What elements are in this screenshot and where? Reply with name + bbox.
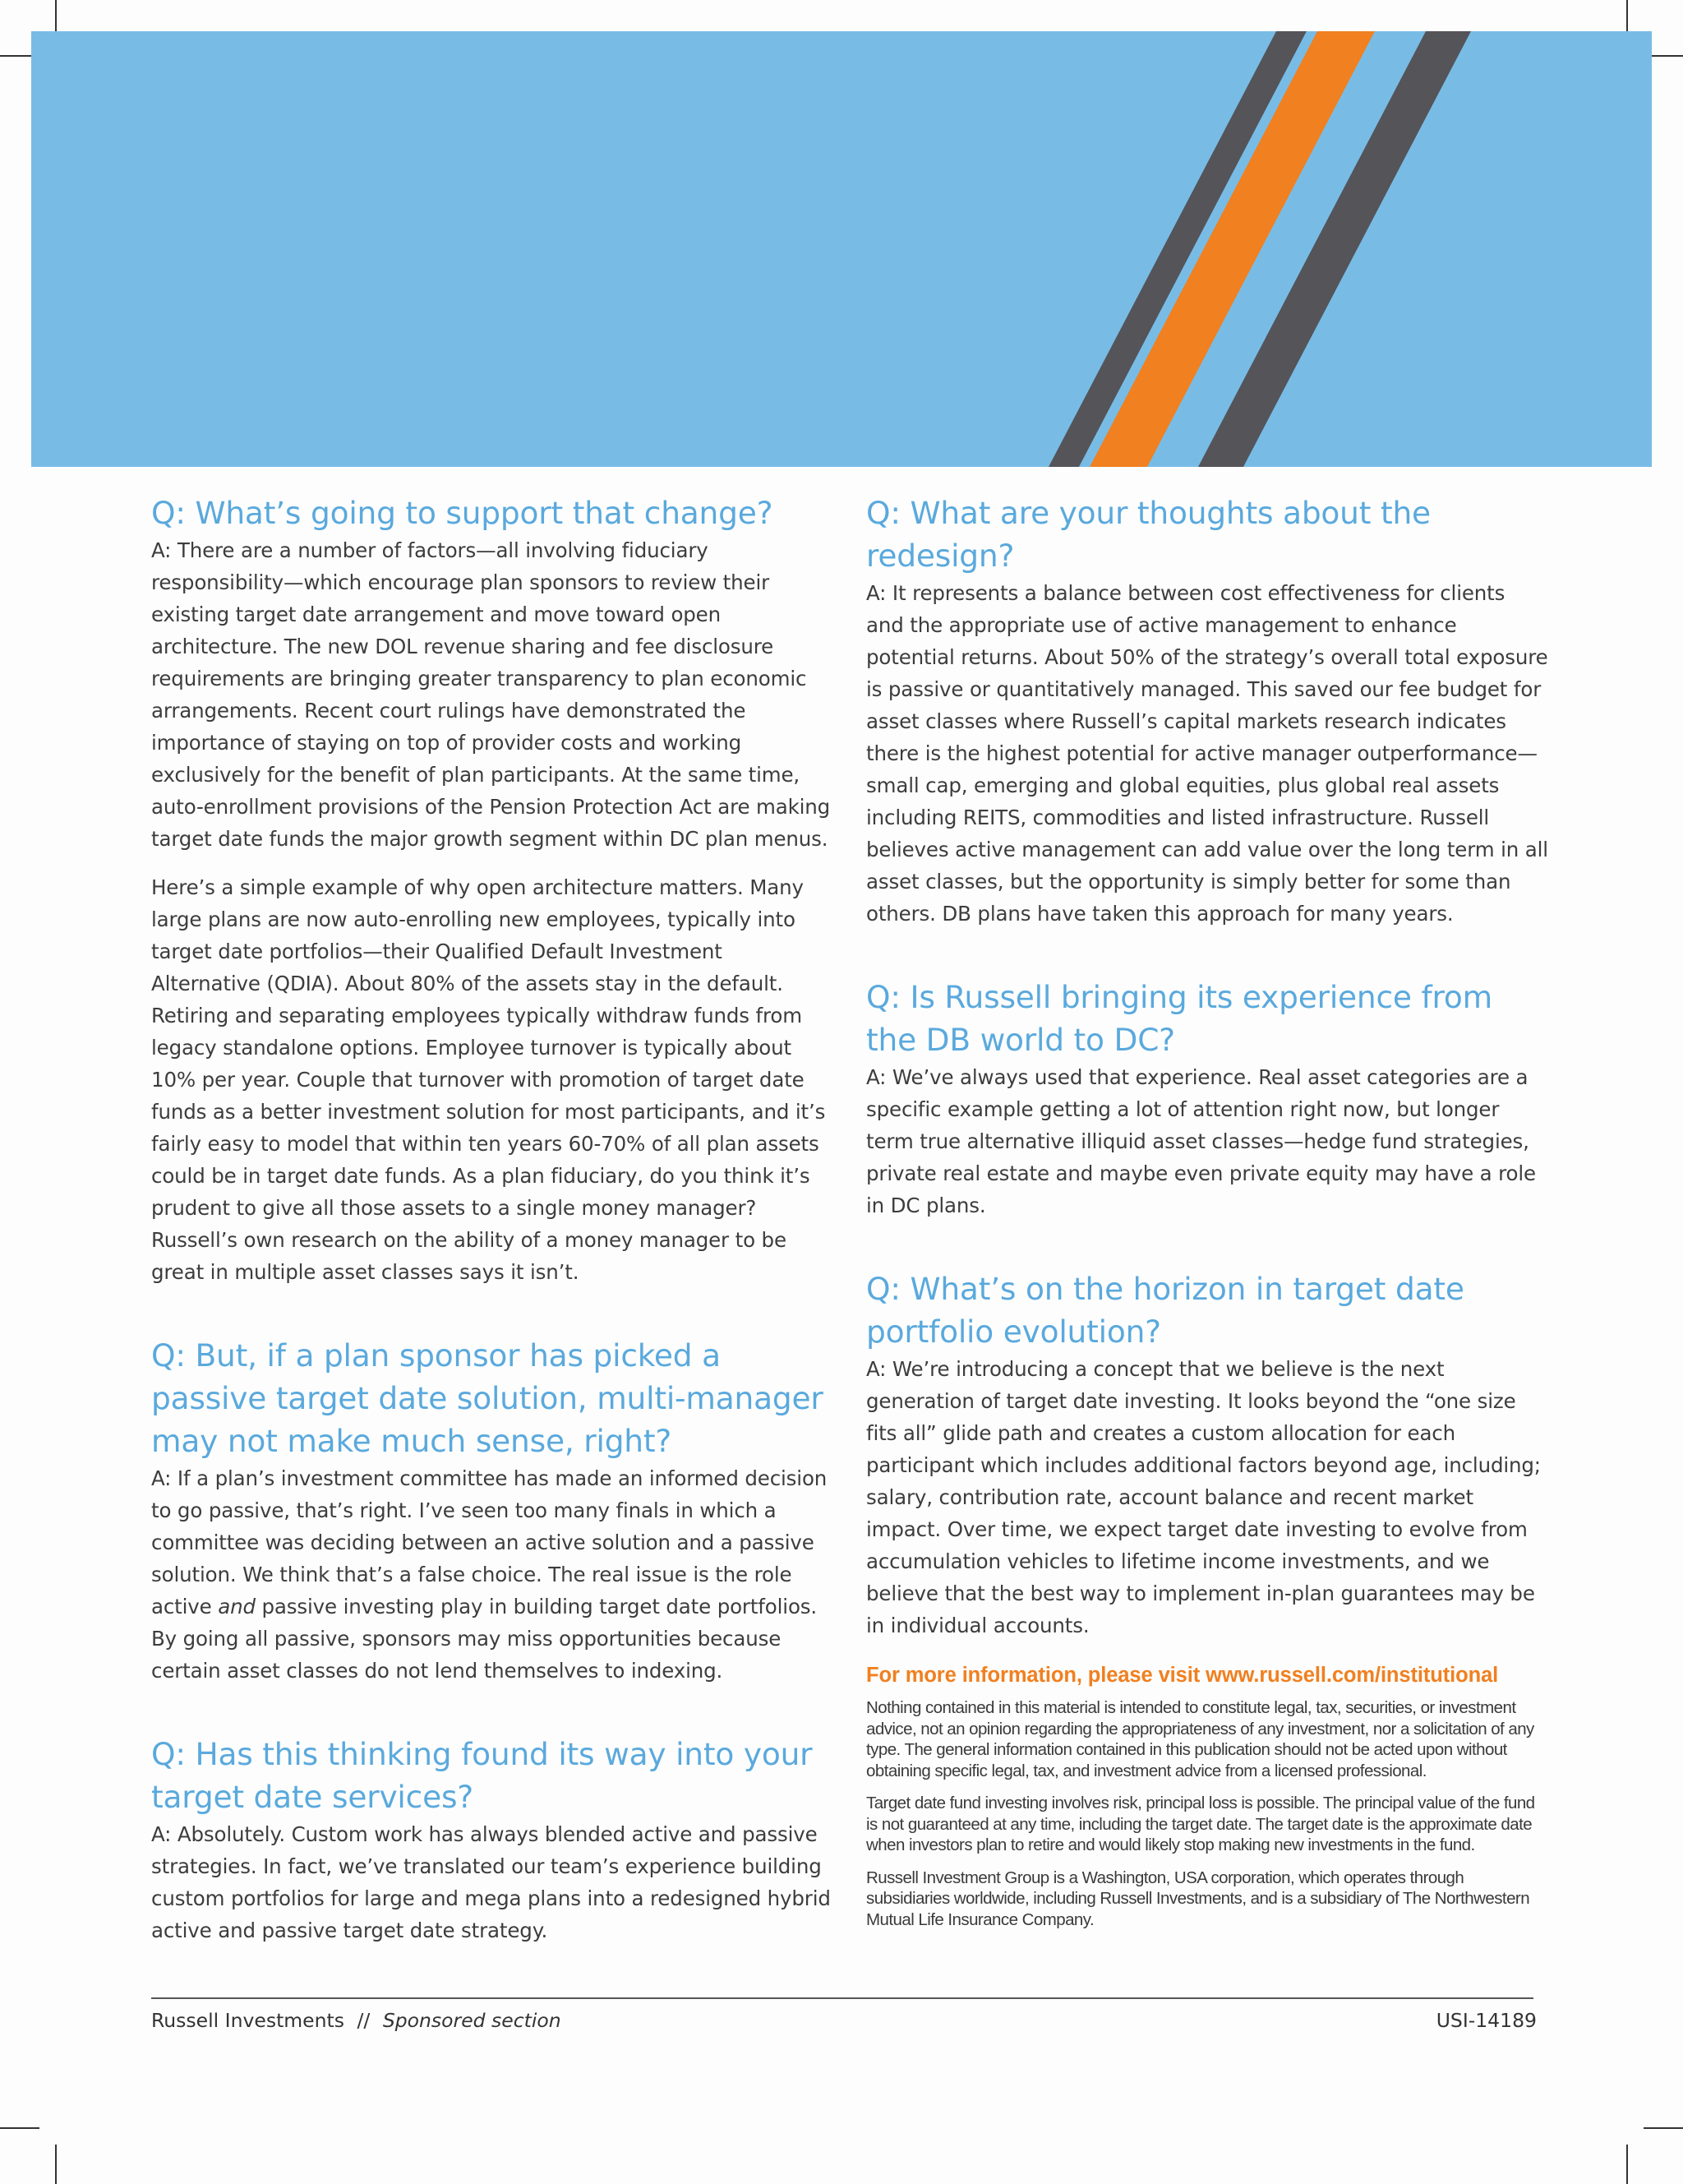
answer-paragraph: A: Absolutely. Custom work has always blended active and passive strategies. In fact, we’ve translated our team’s experience building custom portfolios for large and mega plans into a redesigned hybrid active and passive target date strategy. <box>151 1822 831 1942</box>
question-heading: Q: What’s going to support that change? <box>151 495 773 531</box>
disclaimer-text: Target date fund investing involves risk, principal loss is possible. The principal value of the fund is not guaranteed at any time, including the target date. The target date is the approximate date when investors plan to retire and would likely stop making new investments in the fund. <box>866 1794 1535 1854</box>
footer-divider <box>151 1997 1533 1999</box>
section-label: Sponsored section <box>382 2009 561 2032</box>
answer-paragraph: A: If a plan’s investment committee has made an informed decision to go passive, that’s right. I’ve seen too many finals in which a committee was deciding between an active solution and a passive solution. We think that’s a false choice. The real issue is the role active and passive investing play in building target date portfolios. By going all passive, sponsors may miss opportunities because certain asset classes do not lend themselves to indexing. <box>151 1466 828 1683</box>
left-column <box>151 492 833 1946</box>
more-info-link[interactable]: For more information, please visit www.russell.com/institutional <box>866 1664 1499 1687</box>
footer-credit <box>151 2009 561 2032</box>
question-heading: Q: What are your thoughts about the redesign? <box>866 495 1431 574</box>
emphasis-text: and <box>218 1595 256 1618</box>
publisher-name: Russell Investments <box>151 2009 344 2032</box>
document-code: USI-14189 <box>1436 2009 1537 2032</box>
question-heading: Q: What’s on the horizon in target date portfolio evolution? <box>866 1271 1464 1350</box>
question-heading: Q: Has this thinking found its way into your target date services? <box>151 1736 813 1815</box>
crop-mark <box>1626 2145 1628 2184</box>
blue-gap-stripe <box>1079 31 1317 467</box>
disclaimer-text: Nothing contained in this material is intended to constitute legal, tax, securities, or investment advice, not an opinion regarding the appropriateness of any investment, nor a solicitation of any type. The general information contained in this publication should not be acted upon without obtaining specific legal, tax, and investment advice from a licensed professional. <box>866 1698 1534 1780</box>
diagonal-stripes-graphic <box>31 31 1652 467</box>
answer-paragraph: Here’s a simple example of why open architecture matters. Many large plans are now auto-enrolling new employees, typically into target date portfolios—their Qualified Default Investment Alternative (QDIA). About 80% of the assets stay in the default. Retiring and separating employees typically withdraw funds from legacy standalone options. Employee turnover is typically about 10% per year. Couple that turnover with promotion of target date funds as a better investment solution for most participants, and it’s fairly easy to model that within ten years 60-70% of all plan assets could be in target date funds. As a plan fiduciary, do you think it’s prudent to give all those assets to a single money manager? Russell’s own research on the ability of a money manager to be great in multiple asset classes says it isn’t. <box>151 875 826 1284</box>
crop-mark <box>55 2145 57 2184</box>
question-heading: Q: Is Russell bringing its experience from the DB world to DC? <box>866 979 1492 1058</box>
footer-separator: // <box>357 2009 371 2032</box>
header-banner <box>31 31 1652 467</box>
answer-paragraph: A: We’re introducing a concept that we believe is the next generation of target date investing. It looks beyond the “one size fits all” glide path and creates a custom allocation for each participant which includes additional factors beyond age, including; salary, contribution rate, account balance and recent market impact. Over time, we expect target date investing to evolve from accumulation vehicles to lifetime income investments, and we believe that the best way to implement in-plan guarantees may be in individual accounts. <box>866 1357 1541 1637</box>
disclaimer-text: Russell Investment Group is a Washington, USA corporation, which operates through subsidiaries worldwide, including Russell Investments, and is a subsidiary of The Northwestern Mutual Life Insurance Company. <box>866 1868 1530 1929</box>
crop-mark <box>1644 2127 1683 2129</box>
answer-paragraph: A: We’ve always used that experience. Real asset categories are a specific example getting a lot of attention right now, but longer term true alternative illiquid asset classes—hedge fund strategies, private real estate and maybe even private equity may have a role in DC plans. <box>866 1065 1536 1217</box>
right-column <box>866 492 1548 1930</box>
question-heading: Q: But, if a plan sponsor has picked a passive target date solution, multi-manager may not make much sense, right? <box>151 1337 823 1459</box>
answer-paragraph: A: There are a number of factors—all involving fiduciary responsibility—which encourage plan sponsors to review their existing target date arrangement and move toward open architecture. The new DOL revenue sharing and fee disclosure requirements are bringing greater transparency to plan economic arrangements. Recent court rulings have demonstrated the importance of staying on top of provider costs and working exclusively for the benefit of plan participants. At the same time, auto-enrollment provisions of the Pension Protection Act are making target date funds the major growth segment within DC plan menus. <box>151 538 831 851</box>
answer-paragraph: A: It represents a balance between cost effectiveness for clients and the appropriate use of active management to enhance potential returns. About 50% of the strategy’s overall total exposure is passive or quantitatively managed. This saved our fee budget for asset classes where Russell’s capital markets research indicates there is the highest potential for active manager outperformance—small cap, emerging and global equities, plus global real assets including REITS, commodities and listed infrastructure. Russell believes active management can add value over the long term in all asset classes, but the opportunity is simply better for some than others. DB plans have taken this approach for many years. <box>866 581 1548 926</box>
crop-mark <box>0 2127 39 2129</box>
